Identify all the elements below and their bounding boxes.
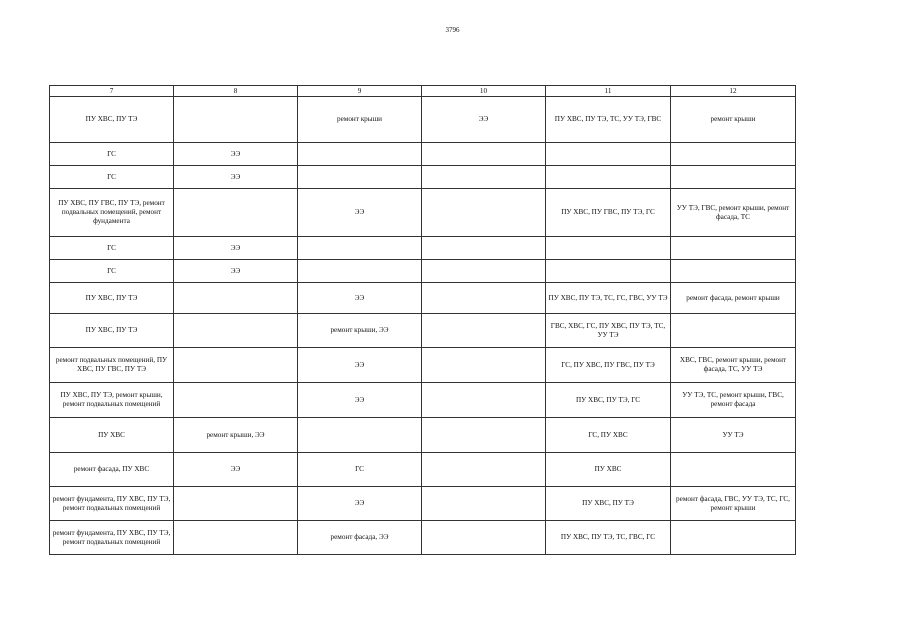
table-cell	[174, 189, 298, 237]
page-number: 3796	[445, 26, 460, 34]
table-cell	[298, 166, 422, 189]
table-cell	[422, 260, 546, 283]
table-cell: ГС	[50, 143, 174, 166]
table-cell: ГС	[298, 453, 422, 487]
table-cell	[671, 143, 796, 166]
table-cell: ЭЭ	[298, 487, 422, 521]
table-cell	[298, 237, 422, 260]
table-cell: ЭЭ	[298, 348, 422, 383]
table-body	[50, 97, 796, 555]
table-cell	[422, 521, 546, 555]
table-cell: ПУ ХВС, ПУ ТЭ, ремонт крыши, ремонт подвальных помещений	[50, 383, 174, 418]
table-cell: ЭЭ	[174, 143, 298, 166]
table-cell: ремонт фасада, ЭЭ	[298, 521, 422, 555]
table-cell: ЭЭ	[422, 97, 546, 143]
table-row	[50, 418, 796, 453]
table-cell	[422, 453, 546, 487]
table-cell	[174, 314, 298, 348]
table-row	[50, 453, 796, 487]
table-cell: ремонт крыши, ЭЭ	[174, 418, 298, 453]
table-row	[50, 314, 796, 348]
column-header-11: 11	[546, 86, 671, 97]
table-cell	[422, 283, 546, 314]
table-cell: ПУ ХВС	[546, 453, 671, 487]
table-cell: УУ ТЭ	[671, 418, 796, 453]
table-cell	[546, 143, 671, 166]
header-row	[50, 86, 796, 97]
table-cell: ПУ ХВС, ПУ ГВС, ПУ ТЭ, ГС	[546, 189, 671, 237]
table-cell	[174, 283, 298, 314]
table-row	[50, 487, 796, 521]
table-cell	[174, 521, 298, 555]
table-cell: ремонт фасада, ремонт крыши	[671, 283, 796, 314]
table-cell	[174, 97, 298, 143]
table-cell	[546, 166, 671, 189]
table-cell: ГС	[50, 260, 174, 283]
column-header-7: 7	[50, 86, 174, 97]
table-cell	[422, 237, 546, 260]
table-cell: ремонт крыши	[298, 97, 422, 143]
table-cell: УУ ТЭ, ГВС, ремонт крыши, ремонт фасада, ТС	[671, 189, 796, 237]
table-cell: ПУ ХВС, ПУ ТЭ	[50, 283, 174, 314]
data-table	[49, 85, 796, 555]
column-header-12: 12	[671, 86, 796, 97]
table-cell: ЭЭ	[174, 237, 298, 260]
table-cell: ПУ ХВС, ПУ ТЭ, ТС, УУ ТЭ, ГВС	[546, 97, 671, 143]
table-cell	[422, 348, 546, 383]
table-cell	[422, 189, 546, 237]
table-cell: ремонт подвальных помещений, ПУ ХВС, ПУ ГВС, ПУ ТЭ	[50, 348, 174, 383]
table-cell	[422, 383, 546, 418]
table-cell: ЭЭ	[298, 383, 422, 418]
table-cell: ЭЭ	[298, 189, 422, 237]
table-cell: ХВС, ГВС, ремонт крыши, ремонт фасада, ТС, УУ ТЭ	[671, 348, 796, 383]
table-cell: ЭЭ	[174, 166, 298, 189]
table-cell	[671, 314, 796, 348]
table-cell	[422, 418, 546, 453]
table-cell	[298, 143, 422, 166]
table-row	[50, 189, 796, 237]
table-row	[50, 283, 796, 314]
table-cell: ПУ ХВС	[50, 418, 174, 453]
table-cell: ЭЭ	[174, 260, 298, 283]
table-cell: ПУ ХВС, ПУ ТЭ	[50, 314, 174, 348]
table-cell: УУ ТЭ, ТС, ремонт крыши, ГВС, ремонт фасада	[671, 383, 796, 418]
table-cell: ПУ ХВС, ПУ ТЭ, ТС, ГВС, ГС	[546, 521, 671, 555]
column-header-10: 10	[422, 86, 546, 97]
table-cell: ЭЭ	[174, 453, 298, 487]
table-cell: ГС, ПУ ХВС, ПУ ГВС, ПУ ТЭ	[546, 348, 671, 383]
table-cell	[546, 237, 671, 260]
table-row	[50, 166, 796, 189]
table-cell	[671, 521, 796, 555]
table-cell: ремонт фасада, ПУ ХВС	[50, 453, 174, 487]
table-cell	[422, 314, 546, 348]
table-row	[50, 143, 796, 166]
table-cell	[422, 166, 546, 189]
table-cell: ПУ ХВС, ПУ ТЭ, ТС, ГС, ГВС, УУ ТЭ	[546, 283, 671, 314]
table-cell	[671, 166, 796, 189]
table-cell: ГС	[50, 237, 174, 260]
table-cell	[174, 383, 298, 418]
table-cell: ГС	[50, 166, 174, 189]
table-cell: ПУ ХВС, ПУ ТЭ, ГС	[546, 383, 671, 418]
table-cell	[546, 260, 671, 283]
table-cell: ремонт крыши, ЭЭ	[298, 314, 422, 348]
table-cell	[422, 487, 546, 521]
table-cell	[174, 348, 298, 383]
table-row	[50, 383, 796, 418]
table-cell: ремонт фасада, ГВС, УУ ТЭ, ТС, ГС, ремонт крыши	[671, 487, 796, 521]
table-cell: ГС, ПУ ХВС	[546, 418, 671, 453]
table-cell	[298, 260, 422, 283]
table-cell	[298, 418, 422, 453]
table-row	[50, 97, 796, 143]
table-cell: ремонт фундамента, ПУ ХВС, ПУ ТЭ, ремонт подвальных помещений	[50, 521, 174, 555]
table-cell: ремонт крыши	[671, 97, 796, 143]
table-cell: ЭЭ	[298, 283, 422, 314]
table-cell	[671, 260, 796, 283]
table-cell	[671, 237, 796, 260]
table-row	[50, 348, 796, 383]
table-cell: ПУ ХВС, ПУ ТЭ	[546, 487, 671, 521]
column-header-9: 9	[298, 86, 422, 97]
table-cell: ГВС, ХВС, ГС, ПУ ХВС, ПУ ТЭ, ТС, УУ ТЭ	[546, 314, 671, 348]
column-header-8: 8	[174, 86, 298, 97]
table-row	[50, 237, 796, 260]
table-cell: ПУ ХВС, ПУ ТЭ	[50, 97, 174, 143]
table-cell: ПУ ХВС, ПУ ГВС, ПУ ТЭ, ремонт подвальных помещений, ремонт фундамента	[50, 189, 174, 237]
table-cell	[422, 143, 546, 166]
table-cell: ремонт фундамента, ПУ ХВС, ПУ ТЭ, ремонт подвальных помещений	[50, 487, 174, 521]
table-row	[50, 521, 796, 555]
table-row	[50, 260, 796, 283]
table-cell	[174, 487, 298, 521]
table-cell	[671, 453, 796, 487]
